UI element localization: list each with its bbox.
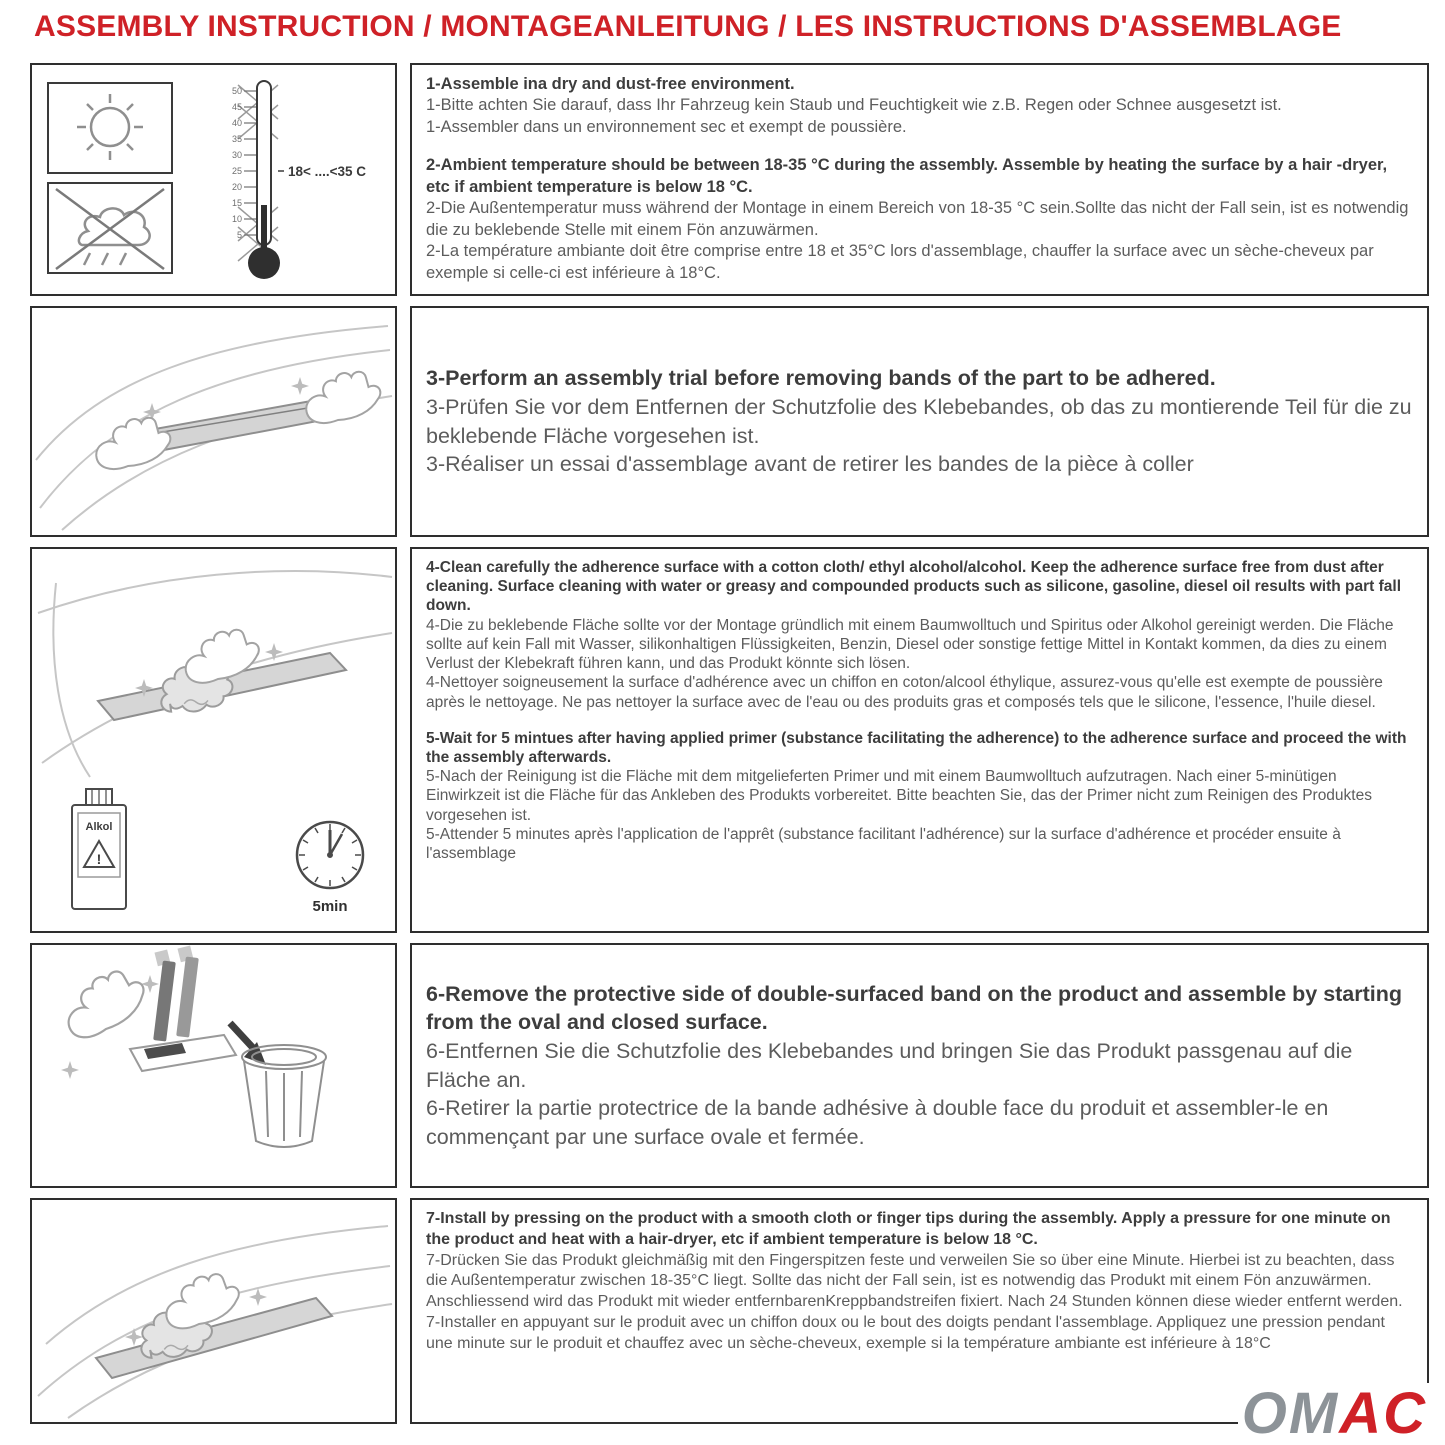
page-title: ASSEMBLY INSTRUCTION / MONTAGEANLEITUNG / LES INSTRUCTIONS D'ASSEMBLAGE: [34, 10, 1342, 43]
left-hand-icon: [89, 411, 175, 475]
car-door-lines: [38, 1226, 392, 1418]
instruction-fr: 3-Réaliser un essai d'assemblage avant de retirer les bandes de la pièce à coller: [426, 452, 1194, 477]
step-3-illustration: [30, 306, 397, 537]
instruction-en: 5-Wait for 5 mintues after having applied primer (substance facilitating the adherence) to the adherence surface and proceed the with the assembly afterwards.: [426, 729, 1407, 766]
hand-icon: [55, 961, 153, 1046]
step-1-2-illustration: [30, 63, 397, 296]
omac-logo: [1238, 1383, 1431, 1445]
alcohol-bottle-label: Alkol: [85, 821, 113, 833]
step-3-text: [410, 306, 1429, 537]
sun-icon: [77, 94, 143, 160]
step-row-4-5: [30, 547, 1429, 933]
omac-logo-gray-part: OM: [1241, 1381, 1340, 1445]
instruction-de: 5-Nach der Reinigung ist die Fläche mit dem mitgelieferten Primer und mit einem Baumwolltuch aufzutragen. Nach einer 5-minütigen Einwirkzeit ist die Fläche für das Ankleben des Produkts vorbereitet. Bitte beachten Sie, das der Primer nicht zum Reinigen des Produktes vorgesehen ist.: [426, 768, 1372, 824]
step-1-2-text: [410, 63, 1429, 296]
instruction-en: 2-Ambient temperature should be between 18-35 °C during the assembly. Assemble by heating the surface by a hair -dryer, etc if ambient temperature is below 18 °C.: [426, 156, 1388, 196]
instruction-fr: 2-La température ambiante doit être comprise entre 18 et 35°C lors d'assemblage, chauffer la surface avec un sèche-cheveux par exemple si celle-ci est inférieure à 18°C.: [426, 242, 1374, 282]
svg-text:5: 5: [236, 230, 242, 240]
step-6-text: [410, 943, 1429, 1188]
instruction-de: 2-Die Außentemperatur muss während der Montage in einem Bereich von 18-35 °C sein.Sollte das nicht der Fall sein, ist es notwendig die zu beklebende Stelle mit einem Fön anzuwärmen.: [426, 199, 1409, 239]
instruction-de: 4-Die zu beklebende Fläche sollte vor der Montage gründlich mit einem Baumwolltuch und Spiritus oder Alkohol gereinigt werden. Die Fläche sollte auf kein Fall mit Wasser, silikonhaltigen Flüssigkeiten, Benzin, Diesel oder sonstige fettige Mittel in Kontakt kommen, da dies zu einem Verlust der Klebekraft führen kann, und das Produkt könnte sich lösen.: [426, 616, 1394, 673]
press-install-graphic: [32, 1200, 395, 1422]
thermometer-icon: [232, 81, 366, 279]
step-4-5-illustration: [30, 547, 397, 933]
svg-text:40: 40: [231, 118, 242, 128]
step-row-3: [30, 306, 1429, 537]
clock-icon: [297, 822, 363, 888]
svg-text:45: 45: [231, 102, 242, 112]
instruction-en: 3-Perform an assembly trial before removing bands of the part to be adhered.: [426, 366, 1216, 391]
instruction-en: 4-Clean carefully the adherence surface with a cotton cloth/ ethyl alcohol/alcohol. Keep the adherence surface free from dust after cleaning. Surface cleaning with water or greasy and compounded products such as silicone, gasoline, diesel oil results with part fall down.: [426, 559, 1402, 615]
svg-text:50: 50: [231, 86, 242, 96]
instruction-fr: 4-Nettoyer soigneusement la surface d'adhérence avec un chiffon en coton/alcool éthylique, assurez-vous qu'elle est exempte de poussière après le nettoyage. Ne pas nettoyer la surface avec de l'eau ou des produits gras et composés tels que le silicone, l'essence, l'huile diesel.: [426, 674, 1383, 711]
step-row-7: [30, 1198, 1429, 1424]
instruction-en: 7-Install by pressing on the product with a smooth cloth or finger tips during the assembly. Apply a pressure for one minute on the product and heat with a hair-dryer, etc if ambient temperature is below 18 °C.: [426, 1210, 1391, 1248]
instruction-fr: 5-Attender 5 minutes après l'application de l'apprêt (substance facilitant l'adhérence) sur la surface d'adhérence et procéder ensuite à l'assemblage: [426, 825, 1341, 863]
instruction-en: 1-Assemble ina dry and dust-free environment.: [426, 75, 795, 93]
wait-time-label: 5min: [312, 898, 348, 915]
instruction-fr: 6-Retirer la partie protectrice de la bande adhésive à double face du produit et assembler-le en commençant par une surface ovale et fermée.: [426, 1096, 1329, 1149]
instruction-fr: 7-Installer en appuyant sur le produit avec un chiffon doux ou le bout des doigts pendant l'assemblage. Appliquez une pression pendant une minute sur le produit et chauffez avec un sèche-cheveux, exemple si la température ambiante est inférieure à 18°C: [426, 1313, 1385, 1352]
trash-can-icon: [242, 1045, 326, 1147]
omac-logo-red-part: AC: [1339, 1381, 1427, 1445]
svg-text:30: 30: [231, 150, 242, 160]
peel-band-graphic: [32, 945, 395, 1186]
door-sill-trial-graphic: [32, 308, 395, 535]
environment-thermometer-graphic: [32, 65, 395, 294]
instruction-en: 6-Remove the protective side of double-surfaced band on the product and assemble by starting from the oval and closed surface.: [426, 981, 1403, 1035]
instruction-de: 3-Prüfen Sie vor dem Entfernen der Schutzfolie des Klebebandes, ob das zu montierende Teil für die zu beklebende Fläche vorgesehen ist.: [426, 394, 1412, 448]
svg-text:20: 20: [231, 182, 242, 192]
step-row-6: [30, 943, 1429, 1188]
step-6-illustration: [30, 943, 397, 1188]
step-7-illustration: [30, 1198, 397, 1424]
svg-text:15: 15: [231, 198, 242, 208]
adhesive-strips: [153, 946, 199, 1042]
instruction-de: 6-Entfernen Sie die Schutzfolie des Klebebandes und bringen Sie das Produkt passgenau auf die Fläche an.: [426, 1038, 1353, 1092]
instruction-de: 7-Drücken Sie das Produkt gleichmäßig mit den Fingerspitzen feste und verweilen Sie so über eine Minute. Hierbei ist zu beachten, dass die Außentemperatur zwischen 18-35°C liegt. Sollte das nicht der Fall sein, ist es notwendig das Produkt mit einem Fön anzuwärmen. Anschliessend wird das Produkt mit wieder entfernbarenKreppbandstreifen fixiert. Nach 24 Stunden können diese wieder entfernt werden.: [426, 1251, 1403, 1311]
svg-text:10: 10: [231, 214, 242, 224]
temperature-range-label: 18< ....<35 C: [288, 164, 367, 179]
svg-text:35: 35: [231, 134, 242, 144]
instruction-fr: 1-Assembler dans un environnement sec et exempt de poussière.: [426, 117, 907, 136]
step-row-1-2: [30, 63, 1429, 296]
cleaning-graphic: [32, 549, 395, 931]
svg-text:25: 25: [231, 166, 242, 176]
alcohol-bottle-icon: [72, 789, 126, 909]
warning-exclamation: !: [96, 851, 102, 867]
step-4-5-text: [410, 547, 1429, 933]
right-hand-icon: [299, 365, 385, 429]
arrow-down-icon: [230, 1023, 266, 1065]
instruction-de: 1-Bitte achten Sie darauf, dass Ihr Fahrzeug kein Staub und Feuchtigkeit wie z.B. Regen oder Schnee ausgesetzt ist.: [426, 96, 1282, 115]
no-rain-icon: [56, 189, 164, 269]
